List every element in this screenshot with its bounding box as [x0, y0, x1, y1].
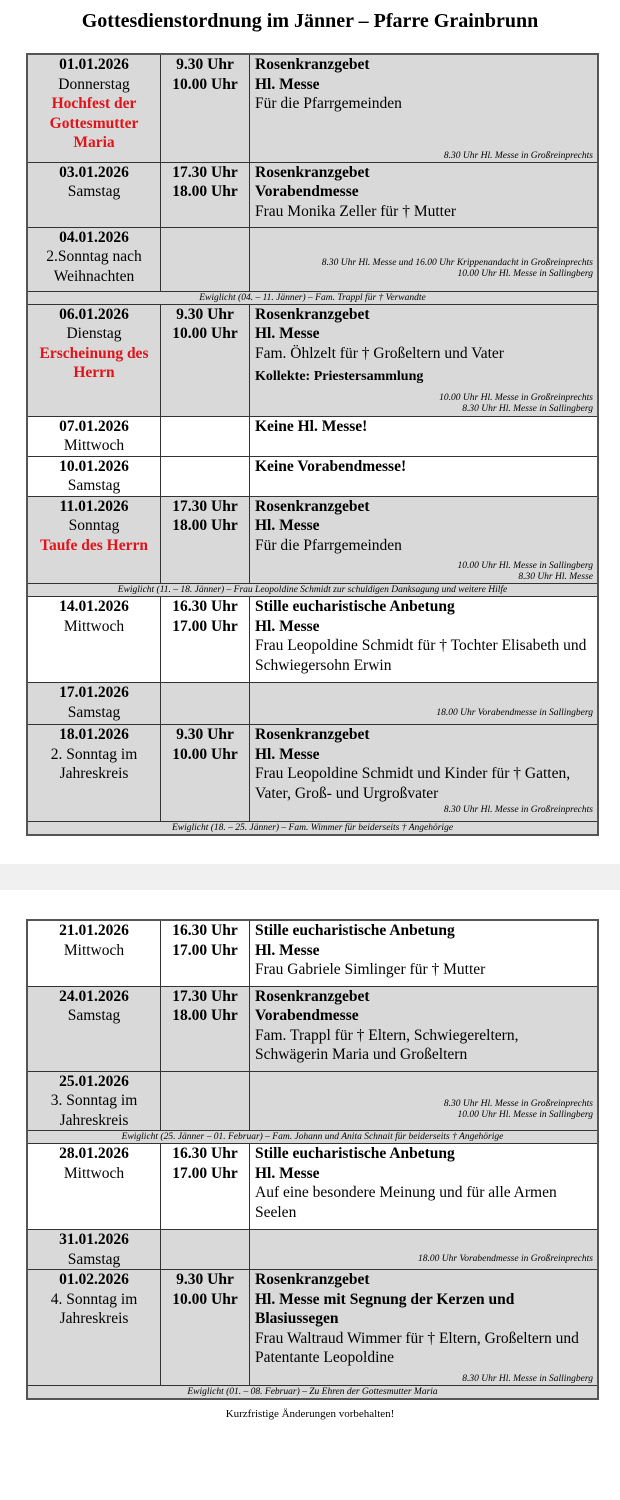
- service-time: 10.00 Uhr: [172, 745, 238, 763]
- intention-text: Fam. Trappl für † Eltern, Schwiegereltern, Schwägerin Maria und Großeltern: [255, 1026, 519, 1063]
- schedule-row: [27, 456, 598, 496]
- service-day: Mittwoch: [63, 437, 125, 454]
- service-title: Hl. Messe: [255, 325, 320, 342]
- service-time: 10.00 Uhr: [172, 75, 238, 93]
- other-parish-note: 18.00 Uhr Vorabendmesse in Großreinprechts: [418, 1254, 593, 1264]
- date-cell: [27, 920, 161, 986]
- service-date: 18.01.2026: [59, 726, 129, 743]
- service-day: Mittwoch: [63, 1164, 125, 1182]
- ewiglicht-text: Ewiglicht (18. – 25. Jänner) – Fam. Wimmer für beiderseits † Angehörige: [27, 822, 598, 836]
- service-cell: [250, 227, 599, 291]
- service-title: Stille eucharistische Anbetung: [255, 598, 455, 615]
- service-time: 18.00 Uhr: [172, 1007, 238, 1024]
- service-title: Keine Hl. Messe!: [255, 417, 368, 435]
- schedule-row: [27, 597, 598, 683]
- service-date: 10.01.2026: [59, 457, 129, 475]
- date-cell: [27, 304, 161, 416]
- schedule-row: [27, 496, 598, 584]
- schedule-row: [27, 920, 598, 986]
- service-time: 17.00 Uhr: [172, 617, 238, 635]
- intention-text: Frau Gabriele Simlinger für † Mutter: [255, 961, 486, 978]
- intention-text: Für die Pfarrgemeinden: [255, 536, 402, 554]
- time-cell: [161, 920, 250, 986]
- schedule-row: [27, 416, 598, 456]
- service-day: Donnerstag: [58, 75, 130, 93]
- schedule-row: [27, 162, 598, 227]
- other-parish-note: 8.30 Uhr Hl. Messe in Sallingberg: [462, 403, 593, 414]
- service-title: Rosenkranzgebet: [255, 726, 370, 743]
- service-time: 16.30 Uhr: [172, 1145, 238, 1162]
- service-day: 2.Sonntag nach Weihnachten: [46, 248, 142, 285]
- date-cell: [27, 162, 161, 227]
- date-cell: [27, 456, 161, 496]
- schedule-table-page-2: [26, 919, 599, 1400]
- service-date: 25.01.2026: [59, 1072, 129, 1090]
- service-title: Stille eucharistische Anbetung: [255, 1145, 455, 1162]
- service-cell: [250, 725, 599, 822]
- service-date: 01.01.2026: [59, 56, 129, 73]
- footer-note: Kurzfristige Änderungen vorbehalten!: [225, 1408, 395, 1420]
- feast-name: Erscheinung des Herrn: [39, 344, 149, 381]
- other-parish-note: 8.30 Uhr Hl. Messe: [518, 572, 593, 582]
- ewiglicht-row: [27, 1386, 598, 1400]
- service-time: 17.00 Uhr: [172, 941, 238, 959]
- service-time: 16.30 Uhr: [172, 922, 238, 939]
- service-date: 28.01.2026: [59, 1145, 129, 1162]
- service-title: Rosenkranzgebet: [255, 987, 370, 1005]
- service-title: Hl. Messe: [255, 941, 320, 959]
- intention-text: Frau Monika Zeller für † Mutter: [255, 202, 457, 220]
- service-title: Rosenkranzgebet: [255, 163, 370, 181]
- service-title: Hl. Messe mit Segnung der Kerzen und Blasiussegen: [255, 1290, 515, 1327]
- service-time: 18.00 Uhr: [172, 183, 238, 200]
- page-separator: [0, 864, 620, 890]
- schedule-row: [27, 54, 598, 162]
- service-day: Samstag: [67, 183, 121, 200]
- service-day: Samstag: [67, 703, 121, 721]
- time-cell: [161, 304, 250, 416]
- schedule-row: [27, 683, 598, 725]
- date-cell: [27, 1230, 161, 1270]
- intention-text: Auf eine besondere Meinung und für alle Armen Seelen: [255, 1184, 557, 1221]
- service-title: Hl. Messe: [255, 617, 320, 635]
- service-date: 17.01.2026: [59, 684, 129, 701]
- time-cell: [161, 1270, 250, 1386]
- intention-text: Frau Waltraud Wimmer für † Eltern, Großeltern und Patentante Leopoldine: [255, 1329, 579, 1366]
- ewiglicht-text: Ewiglicht (04. – 11. Jänner) – Fam. Trappl für † Verwandte: [27, 291, 598, 304]
- service-cell: [250, 1270, 599, 1386]
- service-cell: [250, 496, 599, 584]
- service-time: 18.00 Uhr: [172, 517, 238, 534]
- service-time: 9.30 Uhr: [176, 726, 234, 743]
- service-date: 03.01.2026: [59, 163, 129, 181]
- other-parish-note: 10.00 Uhr Hl. Messe in Sallingberg: [457, 561, 593, 571]
- service-time: 17.30 Uhr: [172, 987, 238, 1005]
- date-cell: [27, 725, 161, 822]
- service-date: 04.01.2026: [59, 228, 129, 246]
- ewiglicht-row: [27, 584, 598, 597]
- time-cell: [161, 1230, 250, 1270]
- time-cell: [161, 227, 250, 291]
- time-cell: [161, 496, 250, 584]
- schedule-row: [27, 1071, 598, 1131]
- schedule-row: [27, 1270, 598, 1386]
- intention-text: Fam. Öhlzelt für † Großeltern und Vater: [255, 344, 504, 362]
- service-title: Stille eucharistische Anbetung: [255, 922, 455, 939]
- service-cell: [250, 1230, 599, 1270]
- service-cell: [250, 986, 599, 1071]
- service-cell: [250, 54, 599, 162]
- service-day: Samstag: [67, 477, 121, 494]
- service-title: Rosenkranzgebet: [255, 497, 370, 515]
- intention-text: Frau Leopoldine Schmidt für † Tochter Elisabeth und Schwiegersohn Erwin: [255, 637, 587, 674]
- service-cell: [250, 456, 599, 496]
- service-date: 21.01.2026: [59, 922, 129, 939]
- other-parish-note: 8.30 Uhr Hl. Messe in Großreinprechts: [443, 1098, 593, 1109]
- time-cell: [161, 986, 250, 1071]
- service-cell: [250, 597, 599, 683]
- page-title: Gottesdienstordnung im Jänner – Pfarre Grainbrunn: [81, 10, 539, 32]
- service-date: 14.01.2026: [59, 598, 129, 615]
- ewiglicht-row: [27, 1131, 598, 1144]
- service-title: Hl. Messe: [255, 517, 320, 534]
- time-cell: [161, 416, 250, 456]
- service-title: Vorabendmesse: [255, 1007, 359, 1024]
- date-cell: [27, 227, 161, 291]
- schedule-table-page-1: [26, 53, 599, 836]
- time-cell: [161, 597, 250, 683]
- schedule-row: [27, 304, 598, 416]
- service-title: Keine Vorabendmesse!: [255, 457, 407, 475]
- service-day: Samstag: [67, 1007, 121, 1024]
- feast-name: Hochfest der Gottesmutter Maria: [49, 95, 139, 151]
- date-cell: [27, 416, 161, 456]
- other-parish-note: 8.30 Uhr Hl. Messe in Sallingberg: [462, 1373, 593, 1384]
- service-time: 9.30 Uhr: [176, 305, 234, 323]
- service-cell: [250, 304, 599, 416]
- service-time: 10.00 Uhr: [172, 1290, 238, 1308]
- service-day: Mittwoch: [63, 941, 125, 959]
- service-day: 4. Sonntag im Jahreskreis: [50, 1290, 138, 1327]
- other-parish-note: 10.00 Uhr Hl. Messe in Sallingberg: [457, 1109, 593, 1120]
- intention-text: Frau Leopoldine Schmidt und Kinder für † Gatten, Vater, Groß- und Urgroßvater: [255, 765, 571, 802]
- service-date: 06.01.2026: [59, 305, 129, 323]
- date-cell: [27, 54, 161, 162]
- date-cell: [27, 1071, 161, 1131]
- service-cell: [250, 416, 599, 456]
- date-cell: [27, 1270, 161, 1386]
- time-cell: [161, 54, 250, 162]
- collection-note: Kollekte: Priestersammlung: [255, 369, 424, 384]
- service-title: Hl. Messe: [255, 75, 320, 93]
- other-parish-note: 10.00 Uhr Hl. Messe in Sallingberg: [457, 268, 593, 279]
- schedule-row: [27, 227, 598, 291]
- service-cell: [250, 920, 599, 986]
- service-day: Samstag: [67, 1250, 121, 1268]
- time-cell: [161, 162, 250, 227]
- other-parish-note: 18.00 Uhr Vorabendmesse in Sallingberg: [436, 708, 593, 718]
- date-cell: [27, 986, 161, 1071]
- service-time: 17.30 Uhr: [172, 163, 238, 181]
- service-cell: [250, 162, 599, 227]
- time-cell: [161, 1144, 250, 1230]
- service-date: 31.01.2026: [59, 1231, 129, 1248]
- other-parish-note: 8.30 Uhr Hl. Messe in Großreinprechts: [443, 150, 593, 161]
- service-cell: [250, 1144, 599, 1230]
- date-cell: [27, 496, 161, 584]
- service-date: 11.01.2026: [59, 497, 129, 515]
- service-title: Hl. Messe: [255, 745, 320, 763]
- ewiglicht-text: Ewiglicht (11. – 18. Jänner) – Frau Leopoldine Schmidt zur schuldigen Danksagung und weitere Hilfe: [27, 584, 598, 597]
- time-cell: [161, 1071, 250, 1131]
- service-day: 3. Sonntag im Jahreskreis: [50, 1092, 138, 1129]
- other-parish-note: 10.00 Uhr Hl. Messe in Großreinprechts: [439, 392, 593, 403]
- service-time: 9.30 Uhr: [176, 1271, 234, 1288]
- ewiglicht-text: Ewiglicht (25. Jänner – 01. Februar) – Fam. Johann und Anita Schnait für beiderseits † Angehörige: [27, 1131, 598, 1144]
- service-title: Hl. Messe: [255, 1164, 320, 1182]
- service-time: 16.30 Uhr: [172, 598, 238, 615]
- service-cell: [250, 1071, 599, 1131]
- service-title: Rosenkranzgebet: [255, 1271, 370, 1288]
- service-title: Rosenkranzgebet: [255, 305, 370, 323]
- service-date: 01.02.2026: [59, 1271, 129, 1288]
- service-time: 17.30 Uhr: [172, 497, 238, 515]
- service-time: 9.30 Uhr: [176, 56, 234, 73]
- service-day: Dienstag: [66, 325, 122, 342]
- date-cell: [27, 1144, 161, 1230]
- time-cell: [161, 683, 250, 725]
- other-parish-note: 8.30 Uhr Hl. Messe in Großreinprechts: [443, 805, 593, 815]
- service-date: 24.01.2026: [59, 987, 129, 1005]
- schedule-row: [27, 725, 598, 822]
- service-time: 17.00 Uhr: [172, 1164, 238, 1182]
- ewiglicht-row: [27, 822, 598, 836]
- time-cell: [161, 725, 250, 822]
- service-title: Vorabendmesse: [255, 183, 359, 200]
- date-cell: [27, 683, 161, 725]
- service-day: Mittwoch: [63, 617, 125, 635]
- service-date: 07.01.2026: [59, 417, 129, 435]
- service-day: Sonntag: [68, 517, 120, 534]
- service-title: Rosenkranzgebet: [255, 56, 370, 73]
- feast-name: Taufe des Herrn: [40, 536, 148, 554]
- schedule-row: [27, 1144, 598, 1230]
- date-cell: [27, 597, 161, 683]
- time-cell: [161, 456, 250, 496]
- other-parish-note: 8.30 Uhr Hl. Messe und 16.00 Uhr Krippenandacht in Großreinprechts: [321, 257, 593, 268]
- intention-text: Für die Pfarrgemeinden: [255, 95, 402, 112]
- service-time: 10.00 Uhr: [172, 325, 238, 342]
- ewiglicht-row: [27, 291, 598, 304]
- service-cell: [250, 683, 599, 725]
- schedule-row: [27, 986, 598, 1071]
- ewiglicht-text: Ewiglicht (01. – 08. Februar) – Zu Ehren der Gottesmutter Maria: [27, 1386, 598, 1400]
- schedule-row: [27, 1230, 598, 1270]
- service-day: 2. Sonntag im Jahreskreis: [50, 745, 138, 782]
